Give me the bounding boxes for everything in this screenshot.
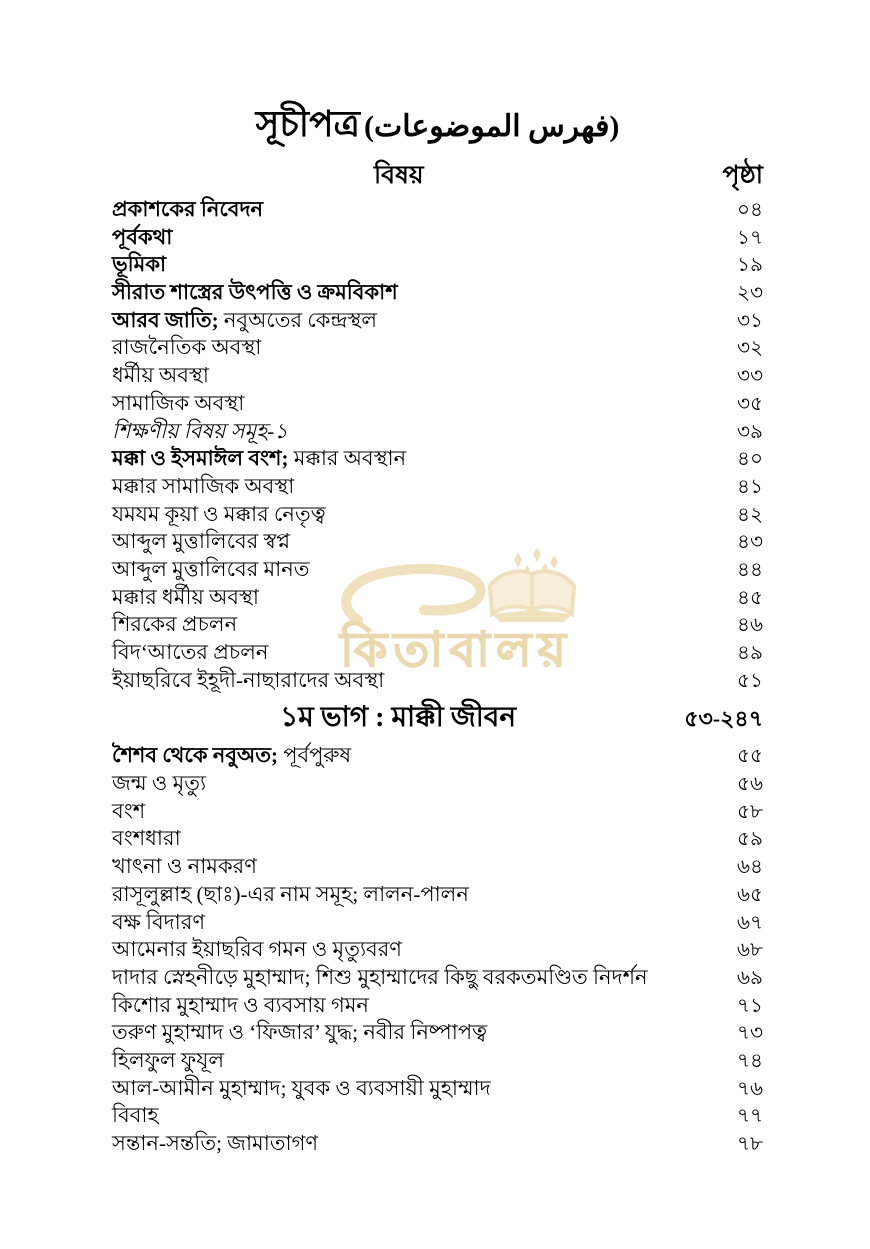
toc-entry-page: ৪৬ — [737, 614, 763, 637]
toc-entry-label: শৈশব থেকে নবুঅত; পূর্বপুরুষ — [112, 743, 352, 768]
toc-entry-page: ৪৫ — [737, 586, 763, 609]
toc-entry-page: ৭৩ — [736, 1022, 763, 1045]
toc-entry-label: শিক্ষণীয় বিষয় সমূহ-১ — [112, 418, 288, 443]
toc-entry-label: কিশোর মুহাম্মাদ ও ব্যবসায় গমন — [112, 992, 369, 1017]
toc-entry-label: পূর্বকথা — [112, 224, 173, 249]
title-arabic: (فهرس الموضوعات) — [364, 110, 620, 143]
toc-entry-page: ৪৩ — [737, 531, 763, 554]
toc-row — [112, 664, 763, 692]
toc-entry-label: আব্দুল মুত্তালিবের স্বপ্ন — [112, 529, 291, 554]
toc-entry-label: ধর্মীয় অবস্থা — [112, 363, 209, 388]
toc-row — [112, 387, 763, 415]
toc-row — [112, 581, 763, 609]
toc-entry-label: হিলফুল ফুযূল — [112, 1047, 225, 1072]
title-bengali: সূচীপত্র — [255, 104, 360, 144]
toc-list — [112, 193, 763, 1155]
toc-row — [112, 739, 763, 767]
toc-row — [112, 415, 763, 443]
toc-entry-label: রাজনৈতিক অবস্থা — [112, 335, 262, 360]
toc-entry-label: খাৎনা ও নামকরণ — [112, 854, 257, 879]
toc-row — [112, 248, 763, 276]
toc-row — [112, 850, 763, 878]
toc-entry-page: ৭৭ — [736, 1105, 763, 1128]
section-title: ১ম ভাগ : মাক্কী জীবন — [280, 702, 517, 734]
toc-entry-page: ৭১ — [737, 994, 763, 1017]
toc-entry-label: বিবাহ — [112, 1103, 159, 1128]
toc-entry-page: ৫৫ — [737, 745, 763, 768]
column-header-subject: বিষয় — [374, 162, 424, 189]
toc-row — [112, 933, 763, 961]
watermark-text: কিতাবালয় — [340, 624, 572, 677]
toc-entry-label: মক্কা ও ইসমাঈল বংশ; মক্কার অবস্থান — [112, 446, 407, 471]
toc-entry-label: দাদার স্নেহনীড়ে মুহাম্মাদ; শিশু মুহাম্মাদের কিছু বরকতমণ্ডিত নিদর্শন — [112, 964, 648, 989]
toc-entry-label: আব্দুল মুত্তালিবের মানত — [112, 556, 310, 581]
toc-entry-page: ১৭ — [737, 226, 763, 249]
toc-entry-page: ৪০ — [737, 448, 763, 471]
toc-entry-page: ৩১ — [737, 309, 763, 332]
toc-entry-label: শিরকের প্রচলন — [112, 612, 238, 637]
toc-entry-label: মক্কার সামাজিক অবস্থা — [112, 473, 295, 498]
toc-entry-page: ২৩ — [736, 282, 763, 305]
toc-entry-page: ৫১ — [737, 669, 763, 692]
toc-entry-page: ৬৮ — [737, 939, 763, 962]
toc-entry-label: আরব জাতি; নবুঅতের কেন্দ্রস্থল — [112, 307, 378, 332]
page-title — [112, 0, 763, 147]
toc-row — [112, 1016, 763, 1044]
toc-entry-label: ইয়াছরিবে ইহূদী-নাছারাদের অবস্থা — [112, 667, 385, 692]
section-page-range: ৫৩-২৪৭ — [684, 706, 763, 732]
toc-entry-label: সামাজিক অবস্থা — [112, 390, 245, 415]
toc-entry-label: মক্কার ধর্মীয় অবস্থা — [112, 584, 259, 609]
toc-entry-page: ৩৩ — [736, 365, 763, 388]
toc-entry-label: রাসূলুল্লাহ (ছাঃ)-এর নাম সমূহ; লালন-পালন — [112, 881, 469, 906]
toc-entry-page: ৪৪ — [737, 558, 763, 581]
toc-row — [112, 525, 763, 553]
toc-entry-page: ৩৫ — [737, 392, 763, 415]
toc-row — [112, 795, 763, 823]
toc-entry-page: ৫৬ — [737, 773, 763, 796]
toc-entry-page: ১৯ — [737, 254, 763, 277]
toc-row — [112, 470, 763, 498]
toc-row — [112, 276, 763, 304]
toc-entry-label: সন্তান-সন্ততি; জামাতাগণ — [112, 1131, 319, 1155]
toc-entry-label: জন্ম ও মৃত্যু — [112, 771, 207, 796]
toc-row — [112, 961, 763, 989]
toc-row — [112, 608, 763, 636]
toc-entry-page: ৭৬ — [736, 1077, 763, 1100]
toc-entry-label: আমেনার ইয়াছরিব গমন ও মৃত্যুবরণ — [112, 937, 402, 962]
toc-entry-label: তরুণ মুহাম্মাদ ও ‘ফিজার’ যুদ্ধ; নবীর নিষ্পাপত্ব — [112, 1020, 488, 1045]
toc-entry-page: ৬৫ — [737, 883, 763, 906]
toc-entry-label: যমযম কূয়া ও মক্কার নেতৃত্ব — [112, 501, 326, 526]
toc-entry-page: ৭৮ — [737, 1133, 763, 1155]
toc-row — [112, 822, 763, 850]
toc-entry-page: ৪১ — [737, 475, 763, 498]
toc-entry-label: বিদ‘আতের প্রচলন — [112, 640, 269, 664]
toc-entry-page: ৫৯ — [737, 828, 763, 851]
toc-entry-page: ৩২ — [736, 337, 763, 360]
toc-row — [112, 331, 763, 359]
column-header-page: পৃষ্ঠা — [722, 162, 763, 189]
toc-entry-label: বক্ষ বিদারণ — [112, 909, 206, 934]
toc-entry-page: ৬৪ — [737, 856, 763, 879]
toc-entry-page: ৪৯ — [737, 642, 763, 664]
toc-row — [112, 1127, 763, 1155]
toc-entry-page: ০৪ — [737, 199, 763, 221]
toc-entry-label: বংশ — [112, 798, 146, 823]
toc-entry-label: ভূমিকা — [112, 252, 167, 277]
toc-entry-page: ৭৪ — [737, 1049, 763, 1072]
column-header-row — [112, 155, 763, 191]
toc-row — [112, 442, 763, 470]
toc-entry-page: ৫৮ — [737, 800, 763, 823]
toc-row — [112, 1072, 763, 1100]
toc-entry-page: ৬৭ — [736, 911, 763, 934]
toc-entry-page: ৩৯ — [737, 420, 763, 443]
toc-row — [112, 636, 763, 664]
toc-row — [112, 193, 763, 221]
toc-entry-page: ৬৯ — [737, 966, 763, 989]
toc-entry-label: আল-আমীন মুহাম্মাদ; যুবক ও ব্যবসায়ী মুহাম্মাদ — [112, 1075, 491, 1100]
toc-entry-label: সীরাত শাস্ত্রের উৎপত্তি ও ক্রমবিকাশ — [112, 280, 398, 305]
toc-entry-label: প্রকাশকের নিবেদন — [112, 197, 264, 221]
toc-entry-label: বংশধারা — [112, 826, 181, 851]
toc-entry-page: ৪২ — [737, 503, 763, 526]
toc-row — [112, 304, 763, 332]
toc-row — [112, 553, 763, 581]
toc-row — [112, 878, 763, 906]
part-section-header — [112, 691, 763, 739]
toc-row — [112, 498, 763, 526]
